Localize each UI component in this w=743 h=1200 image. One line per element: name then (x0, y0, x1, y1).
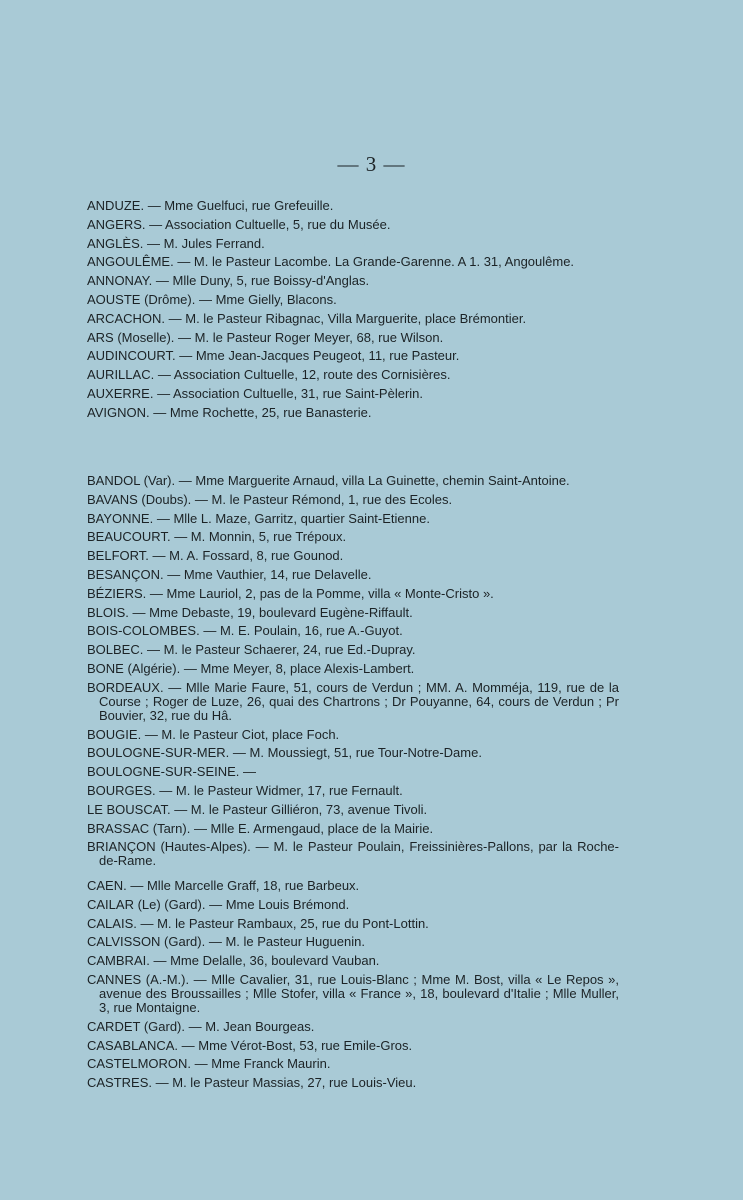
directory-entry (87, 643, 619, 657)
directory-entry (87, 728, 619, 742)
entry-details: — M. le Pasteur Lacombe. La Grande-Garenne. A 1. 31, Angoulême. (177, 254, 575, 270)
entry-place: ARS (Moselle). (87, 329, 175, 345)
section-b (87, 474, 619, 873)
entry-place: BRASSAC (Tarn). (87, 820, 191, 836)
entry-details: — M. le Pasteur Rémond, 1, rue des Ecoles. (194, 491, 453, 507)
entry-place: ANDUZE. (87, 198, 145, 213)
directory-entry (87, 293, 619, 307)
entry-details: — Mme Louis Brémond. (209, 896, 350, 912)
entry-details: — M. le Pasteur Gilliéron, 73, avenue Tivoli. (174, 801, 428, 817)
entry-place: BEAUCOURT. (87, 529, 171, 545)
entry-place: AUXERRE. (87, 385, 154, 401)
entry-place: CAMBRAI. (87, 953, 150, 969)
entry-details: — M. le Pasteur Rambaux, 25, rue du Pont-Lottin. (140, 915, 429, 931)
entry-place: CASTRES. (87, 1075, 153, 1091)
entry-place: BOLBEC. (87, 642, 144, 658)
entry-details: — Mme Guelfuci, rue Grefeuille. (147, 198, 334, 213)
entry-details: — Mlle Marie Faure, 51, cours de Verdun ; MM. A. Momméja, 119, rue de la Course ; Roger de Luze, 26, quai des Chartrons ; Dr Pouyanne, 64, cours de Verdun ; Pr Bouvier, 32, rue du Hâ. (99, 679, 619, 723)
entry-details: — M. le Pasteur Ciot, place Foch. (144, 726, 340, 742)
entry-details: — M. Jules Ferrand. (146, 235, 265, 251)
directory-entry (87, 199, 619, 213)
entry-details: — M. le Pasteur Poulain, Freissinières-Pallons, par la Roche-de-Rame. (99, 839, 619, 869)
entry-details: — Mlle Marcelle Graff, 18, rue Barbeux. (130, 878, 360, 893)
entry-details: — M. Jean Bourgeas. (188, 1018, 315, 1034)
entry-details: — Mlle Duny, 5, rue Boissy-d'Anglas. (155, 273, 370, 289)
directory-entry (87, 746, 619, 760)
entry-place: CARDET (Gard). (87, 1018, 185, 1034)
directory-entry (87, 803, 619, 817)
directory-entry (87, 387, 619, 401)
entry-place: BOIS-COLOMBES. (87, 623, 200, 639)
directory-entry (87, 368, 619, 382)
entry-details: — Mme Franck Maurin. (194, 1056, 331, 1072)
entry-place: CASABLANCA. (87, 1037, 179, 1053)
directory-entry (87, 879, 619, 893)
entry-details: — M. le Pasteur Huguenin. (208, 934, 365, 950)
entry-place: BOUGIE. (87, 726, 142, 742)
section-a (87, 199, 619, 425)
entry-details: — M. Monnin, 5, rue Trépoux. (174, 529, 347, 545)
entry-details: — Mme Vérot-Bost, 53, rue Emile-Gros. (181, 1037, 413, 1053)
section-c (87, 879, 619, 1095)
directory-entry (87, 765, 619, 779)
directory-entry (87, 474, 619, 488)
entry-place: ANGERS. (87, 216, 146, 232)
entry-place: LE BOUSCAT. (87, 801, 171, 817)
entry-place: AUDINCOURT. (87, 348, 176, 364)
entry-place: BAVANS (Doubs). (87, 491, 192, 507)
directory-entry (87, 662, 619, 676)
entry-place: CALVISSON (Gard). (87, 934, 206, 950)
entry-details: — (243, 764, 257, 780)
directory-entry (87, 1039, 619, 1053)
directory-entry (87, 255, 619, 269)
directory-entry (87, 493, 619, 507)
entry-details: — M. le Pasteur Roger Meyer, 68, rue Wilson. (178, 329, 444, 345)
entry-place: BOURGES. (87, 782, 156, 798)
directory-entry (87, 568, 619, 582)
entry-details: — Association Cultuelle, 31, rue Saint-Pèlerin. (157, 385, 424, 401)
directory-entry (87, 898, 619, 912)
entry-details: — Mme Debaste, 19, boulevard Eugène-Riffault. (132, 604, 413, 620)
directory-entry (87, 312, 619, 326)
entry-details: — M. A. Fossard, 8, rue Gounod. (152, 548, 344, 564)
entry-place: AVIGNON. (87, 404, 150, 420)
directory-entry (87, 973, 619, 1015)
directory-entry (87, 935, 619, 949)
entry-details: — Mlle L. Maze, Garritz, quartier Saint-Etienne. (156, 510, 430, 526)
entry-details: — Association Cultuelle, 12, route des Cornisières. (157, 367, 451, 383)
entry-details: — Mlle E. Armengaud, place de la Mairie. (193, 820, 434, 836)
directory-entry (87, 1076, 619, 1090)
entry-place: ANGLÈS. (87, 235, 144, 251)
entry-details: — M. E. Poulain, 16, rue A.-Guyot. (203, 623, 403, 639)
entry-details: — Mme Rochette, 25, rue Banasterie. (153, 404, 372, 420)
entry-place: BAYONNE. (87, 510, 154, 526)
entry-details: — M. Moussiegt, 51, rue Tour-Notre-Dame. (232, 745, 482, 761)
directory-entry (87, 784, 619, 798)
directory-entry (87, 218, 619, 232)
entry-place: BLOIS. (87, 604, 129, 620)
directory-entry (87, 840, 619, 868)
directory-entry (87, 917, 619, 931)
entry-place: AURILLAC. (87, 367, 155, 383)
entry-place: BESANÇON. (87, 566, 164, 582)
entry-place: AOUSTE (Drôme). (87, 291, 196, 307)
directory-entry (87, 624, 619, 638)
entry-details: — Mme Meyer, 8, place Alexis-Lambert. (183, 660, 415, 676)
directory-entry (87, 549, 619, 563)
entry-place: BANDOL (Var). (87, 473, 176, 488)
entry-place: CAEN. (87, 878, 127, 893)
entry-place: CANNES (A.-M.). (87, 971, 190, 987)
entry-place: ARCACHON. (87, 310, 166, 326)
entry-details: — Association Cultuelle, 5, rue du Musée. (149, 216, 391, 232)
entry-details: — Mme Gielly, Blacons. (198, 291, 337, 307)
entry-place: CALAIS. (87, 915, 137, 931)
entry-place: CASTELMORON. (87, 1056, 192, 1072)
entry-details: — M. le Pasteur Massias, 27, rue Louis-Vieu. (155, 1075, 417, 1091)
entry-place: ANGOULÊME. (87, 254, 174, 270)
entry-place: BOULOGNE-SUR-SEINE. (87, 764, 240, 780)
entry-details: — Mme Jean-Jacques Peugeot, 11, rue Pasteur. (179, 348, 460, 364)
directory-entry (87, 681, 619, 723)
entry-place: BOULOGNE-SUR-MER. (87, 745, 230, 761)
directory-entry (87, 331, 619, 345)
page-number: — 3 — (337, 152, 406, 176)
directory-entry (87, 954, 619, 968)
entry-place: BÉZIERS. (87, 585, 147, 601)
directory-entry (87, 530, 619, 544)
entry-place: CAILAR (Le) (Gard). (87, 896, 206, 912)
directory-entry (87, 606, 619, 620)
entry-place: BORDEAUX. (87, 679, 164, 695)
directory-entry (87, 1020, 619, 1034)
entry-details: — M. le Pasteur Widmer, 17, rue Fernault. (159, 782, 403, 798)
entry-details: — Mme Vauthier, 14, rue Delavelle. (167, 566, 372, 582)
entry-place: BONE (Algérie). (87, 660, 181, 676)
entry-details: — Mme Marguerite Arnaud, villa La Guinette, chemin Saint-Antoine. (178, 473, 570, 488)
entry-details: — Mlle Cavalier, 31, rue Louis-Blanc ; Mme M. Bost, villa « Le Repos », avenue des Broussailles ; Mlle Stofer, villa « France », 18, boulevard d'Italie ; Mlle Muller, 3, rue Montaigne. (99, 971, 619, 1015)
directory-entry (87, 822, 619, 836)
directory-entry (87, 512, 619, 526)
directory-entry (87, 274, 619, 288)
directory-entry (87, 237, 619, 251)
directory-entry (87, 406, 619, 420)
directory-entry (87, 587, 619, 601)
entry-place: ANNONAY. (87, 273, 153, 289)
entry-details: — Mme Delalle, 36, boulevard Vauban. (153, 953, 380, 969)
directory-entry (87, 1057, 619, 1071)
entry-place: BRIANÇON (Hautes-Alpes). (87, 839, 251, 855)
entry-details: — M. le Pasteur Schaerer, 24, rue Ed.-Dupray. (146, 642, 416, 658)
entry-details: — M. le Pasteur Ribagnac, Villa Marguerite, place Brémontier. (168, 310, 527, 326)
directory-entry (87, 349, 619, 363)
entry-details: — Mme Lauriol, 2, pas de la Pomme, villa « Monte-Cristo ». (149, 585, 494, 601)
entry-place: BELFORT. (87, 548, 149, 564)
